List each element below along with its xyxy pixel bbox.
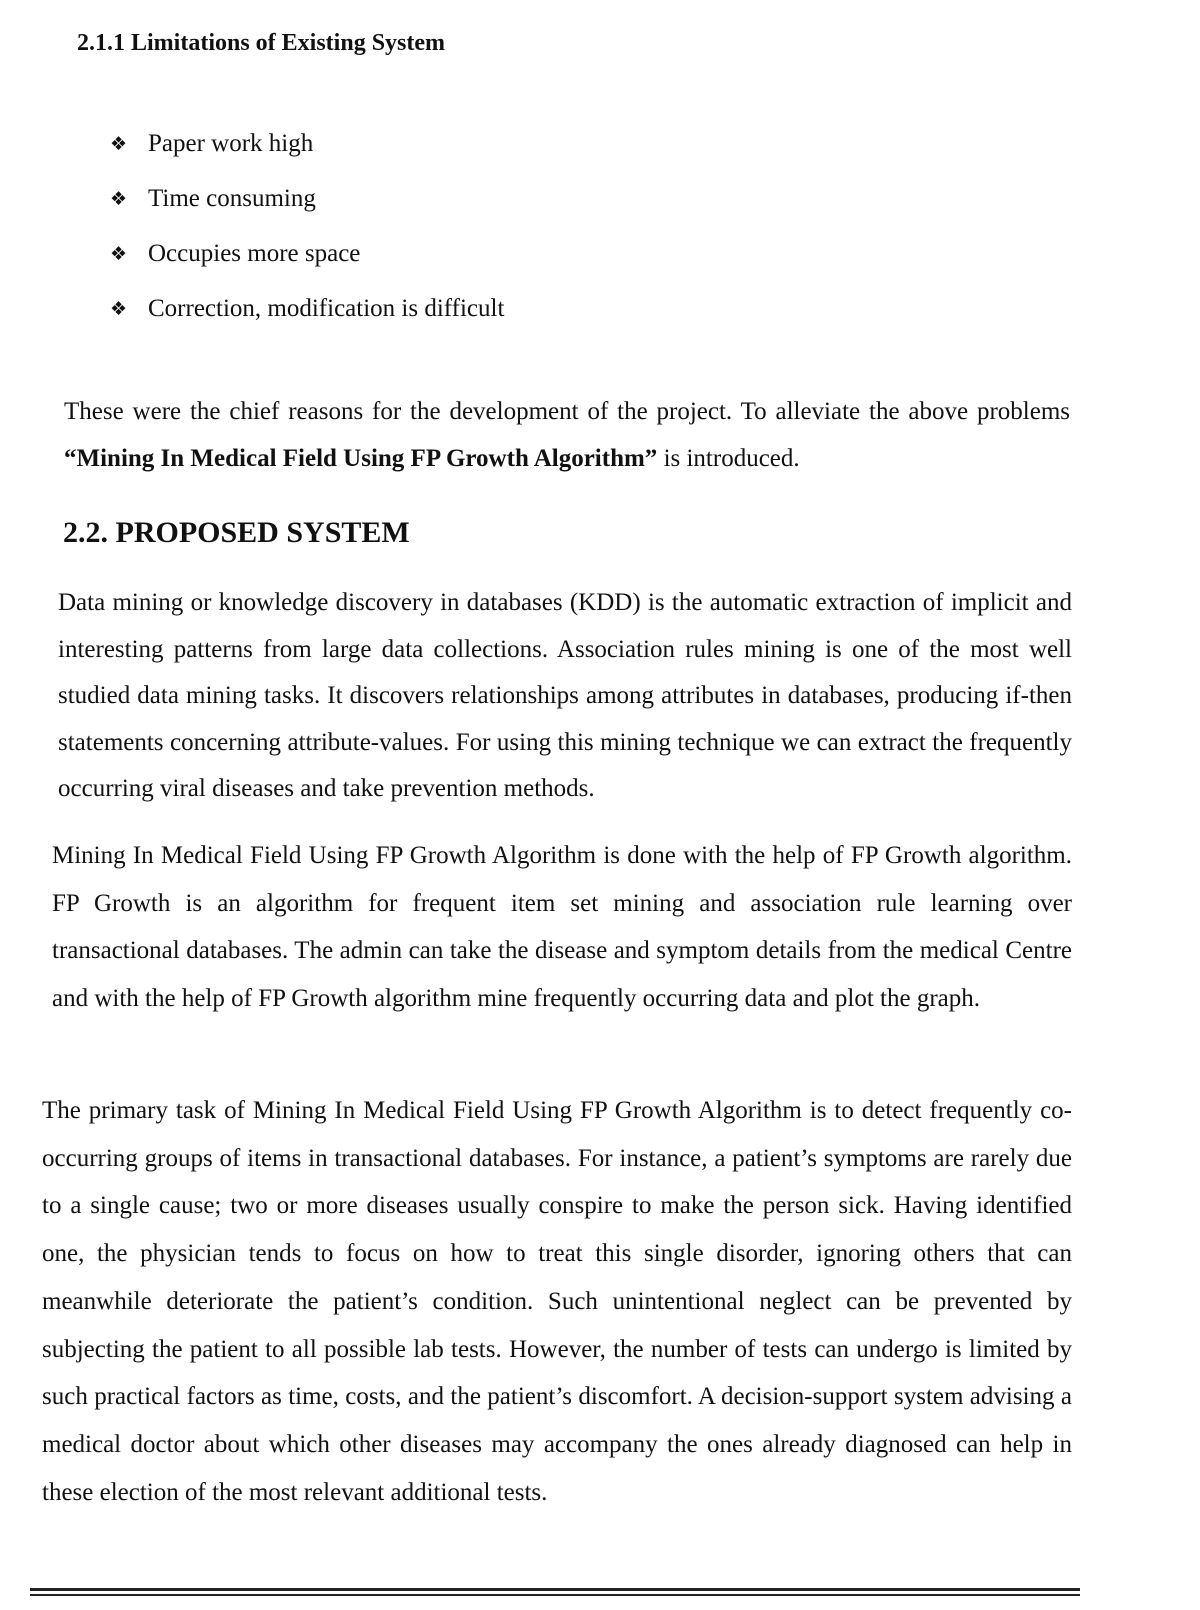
list-item-text: Paper work high [148, 129, 314, 157]
subsection-heading: 2.1.1 Limitations of Existing System [77, 30, 446, 56]
bottom-rule-secondary [30, 1594, 1080, 1596]
list-item-text: Occupies more space [148, 239, 361, 267]
intro-paragraph [64, 388, 1070, 482]
body-paragraph: The primary task of Mining In Medical Field Using FP Growth Algorithm is to detect frequently co-occurring groups of items in transactional databases. For instance, a patient’s symptoms are rarely due to a single cause; two or more diseases usually conspire to make the person sick. Having identified one, the physician tends to focus on how to treat this single disorder, ignoring others that can meanwhile deteriorate the patient’s condition. Such unintentional neglect can be prevented by subjecting the patient to all possible lab tests. However, the number of tests can undergo is limited by such practical factors as time, costs, and the patient’s discomfort. A decision-support system advising a medical doctor about which other diseases may accompany the ones already diagnosed can help in these election of the most relevant additional tests. [42, 1097, 1072, 1506]
list-item [110, 171, 504, 226]
intro-text: These were the chief reasons for the development of the project. To alleviate the above problems [64, 398, 1070, 425]
diamond-bullet-icon: ❖ [110, 132, 128, 155]
list-item-text: Correction, modification is difficult [148, 294, 505, 322]
diamond-bullet-icon: ❖ [110, 297, 128, 320]
project-title-emphasis: “Mining In Medical Field Using FP Growth Algorithm” [64, 445, 658, 472]
section-heading: 2.2. PROPOSED SYSTEM [63, 516, 410, 549]
diamond-bullet-icon: ❖ [110, 242, 128, 265]
body-paragraph: Mining In Medical Field Using FP Growth Algorithm is done with the help of FP Growth algorithm. FP Growth is an algorithm for frequent item set mining and association rule learning over transactional databases. The admin can take the disease and symptom details from the medical Centre and with the help of FP Growth algorithm mine frequently occurring data and plot the graph. [52, 842, 1072, 1012]
body-paragraph: Data mining or knowledge discovery in databases (KDD) is the automatic extraction of implicit and interesting patterns from large data collections. Association rules mining is one of the most well studied data mining tasks. It discovers relationships among attributes in databases, producing if-then statements concerning attribute-values. For using this mining technique we can extract the frequently occurring viral diseases and take prevention methods. [58, 589, 1072, 802]
limitations-list [110, 116, 504, 336]
list-item-text: Time consuming [148, 184, 316, 212]
list-item [110, 226, 504, 281]
list-item [110, 116, 504, 171]
bottom-rule [30, 1588, 1080, 1591]
diamond-bullet-icon: ❖ [110, 187, 128, 210]
list-item [110, 281, 504, 336]
intro-text-end: is introduced. [657, 445, 800, 472]
